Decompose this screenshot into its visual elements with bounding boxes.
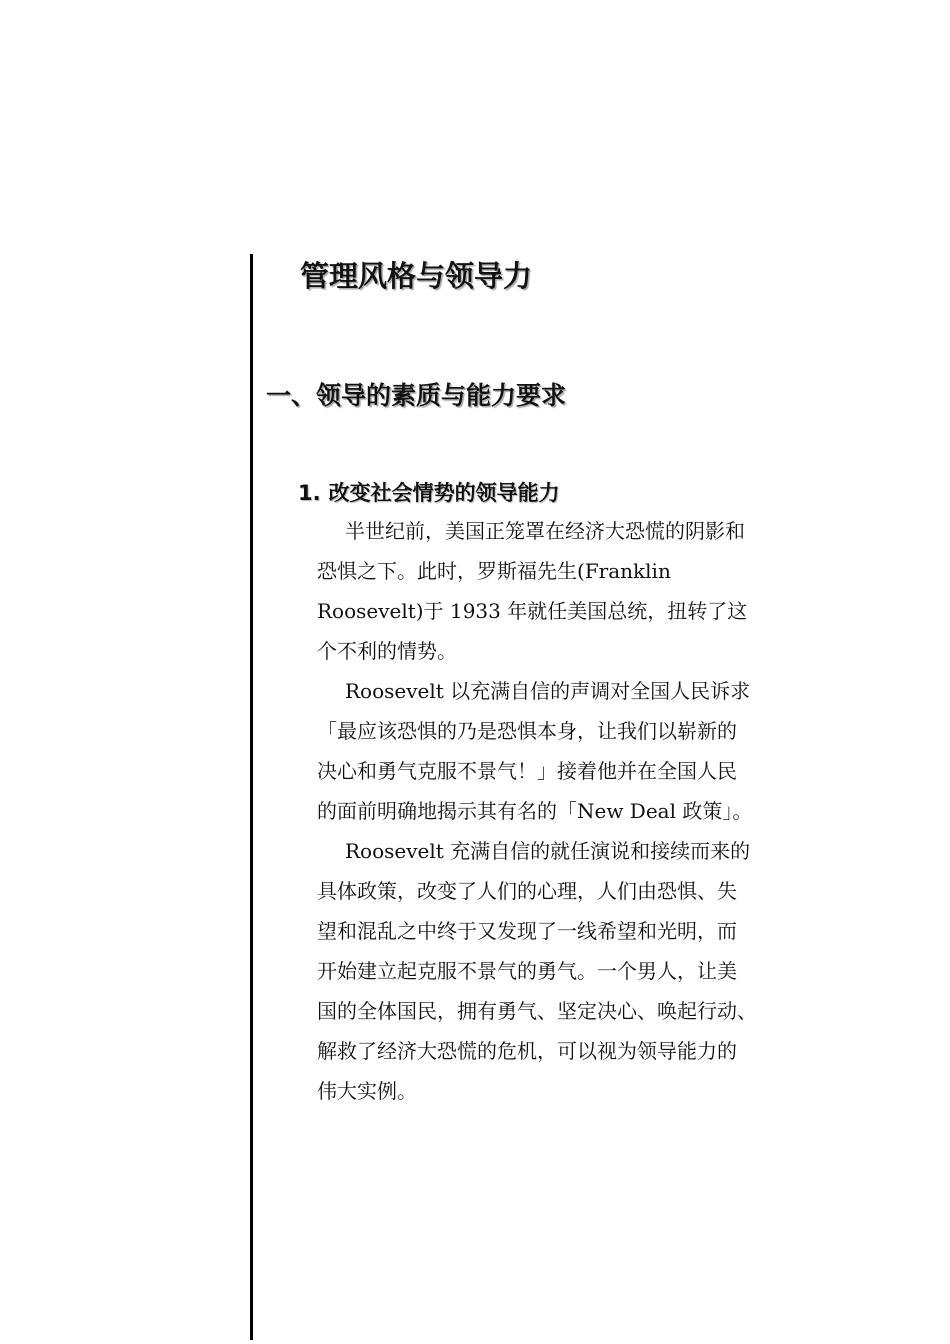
body-text: [317, 511, 797, 1111]
text-line: 恐惧之下。此时，罗斯福先生(Franklin: [317, 559, 671, 583]
text-line: 「最应该恐惧的乃是恐惧本身，让我们以崭新的: [317, 719, 737, 743]
text-line: 望和混乱之中终于又发现了一线希望和光明，而: [317, 919, 737, 943]
text-line: 伟大实例。: [317, 1079, 417, 1103]
text-line: Roosevelt 充满自信的就任演说和接续而来的: [345, 839, 751, 863]
text-line: Roosevelt 以充满自信的声调对全国人民诉求: [345, 679, 751, 703]
subsection-heading: [298, 477, 560, 509]
subsection-number: 1.: [298, 481, 321, 505]
text-line: 解救了经济大恐慌的危机，可以视为领导能力的: [317, 1039, 737, 1063]
paragraph: [317, 831, 797, 1111]
margin-rule: [250, 254, 253, 1340]
text-line: 具体政策，改变了人们的心理，人们由恐惧、失: [317, 879, 737, 903]
text-line: 半世纪前，美国正笼罩在经济大恐慌的阴影和: [345, 519, 745, 543]
paragraph: [317, 671, 797, 831]
text-line: 的面前明确地揭示其有名的「New Deal 政策」。: [317, 799, 753, 823]
text-line: 个不利的情势。: [317, 639, 457, 663]
text-line: 决心和勇气克服不景气！」接着他并在全国人民: [317, 759, 737, 783]
section-heading: 一、领导的素质与能力要求: [266, 381, 567, 410]
subsection-title: 改变社会情势的领导能力: [328, 481, 560, 505]
text-line: 开始建立起克服不景气的勇气。一个男人，让美: [317, 959, 737, 983]
paragraph: [317, 511, 797, 671]
text-line: Roosevelt)于 1933 年就任美国总统，扭转了这: [317, 599, 748, 623]
text-line: 国的全体国民，拥有勇气、坚定决心、唤起行动、: [317, 999, 757, 1023]
document-title: 管理风格与领导力: [300, 259, 533, 293]
